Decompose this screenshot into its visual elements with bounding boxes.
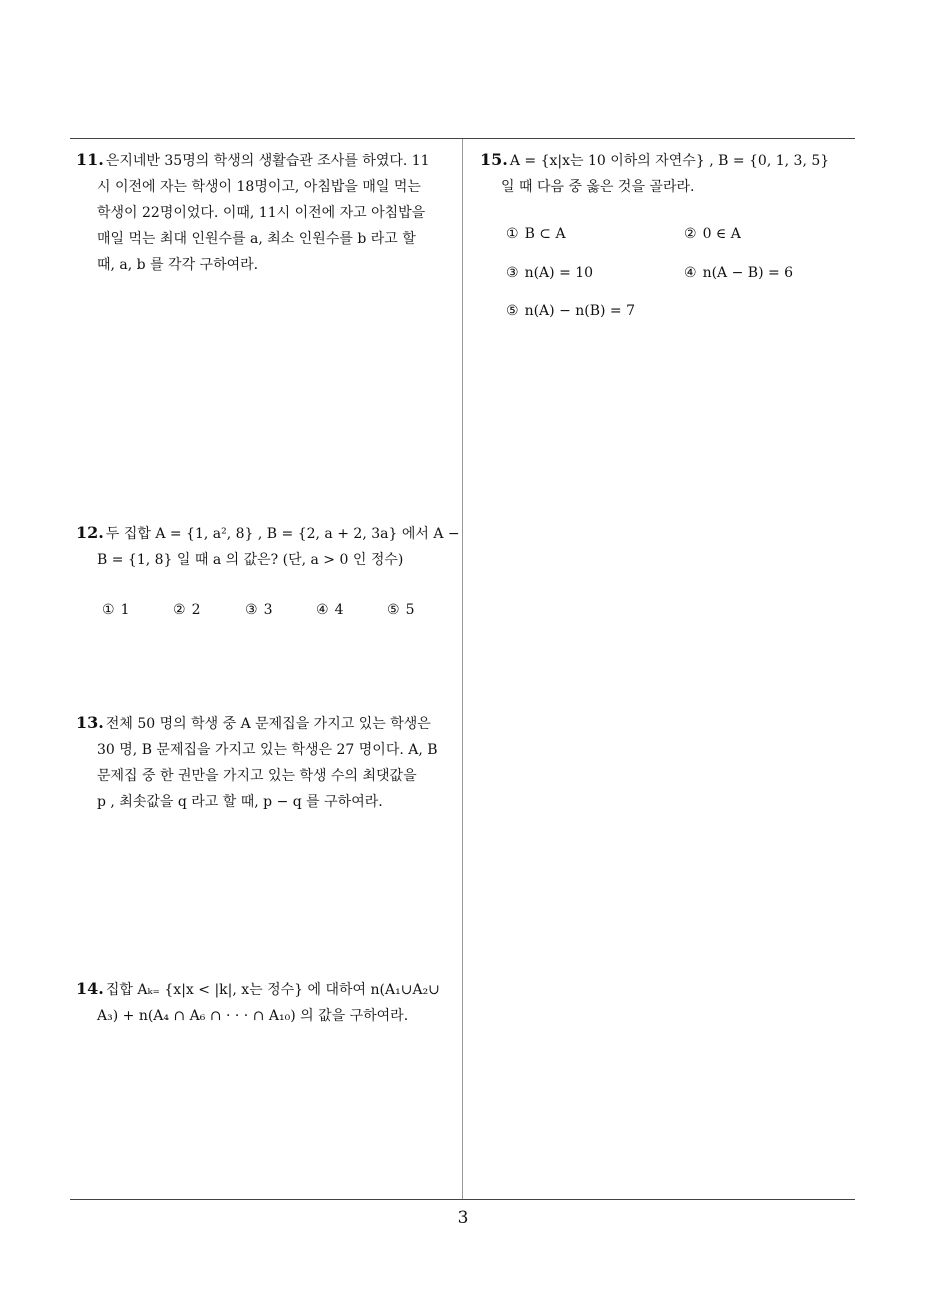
choice-text: 3 — [263, 602, 273, 618]
problem-text-line: A₃) + n(A₄ ∩ A₆ ∩ · · · ∩ A₁₀) 의 값을 구하여라. — [97, 1008, 409, 1024]
bottom-rule — [70, 1199, 855, 1200]
problem-12 — [76, 520, 460, 573]
choice-mark: ② — [684, 226, 697, 242]
choice-mark: ① — [506, 226, 519, 242]
choice-mark: ③ — [245, 602, 258, 618]
column-divider — [462, 139, 463, 1200]
problem-text-line: 때, a, b 를 각각 구하여라. — [97, 257, 259, 273]
choice-3[interactable] — [506, 265, 593, 281]
choice-1[interactable] — [102, 602, 129, 618]
problem-text-line: 일 때 다음 중 옳은 것을 골라라. — [501, 179, 695, 195]
choice-text: n(A) = 10 — [524, 265, 594, 281]
page-number: 3 — [457, 1208, 469, 1228]
choice-2[interactable] — [173, 602, 200, 618]
problem-14 — [76, 976, 456, 1029]
choice-mark: ② — [173, 602, 186, 618]
problem-number: 14. — [76, 979, 104, 998]
choice-1[interactable] — [506, 226, 566, 242]
choice-mark: ⑤ — [506, 303, 519, 319]
choice-text: 1 — [120, 602, 130, 618]
choice-4[interactable] — [684, 265, 793, 281]
choice-mark: ④ — [684, 265, 697, 281]
problem-number: 11. — [76, 150, 104, 169]
choice-text: 5 — [405, 602, 415, 618]
choice-mark: ① — [102, 602, 115, 618]
choice-text: 4 — [334, 602, 344, 618]
problem-number: 13. — [76, 713, 104, 732]
choice-text: n(A) − n(B) = 7 — [524, 303, 636, 319]
choice-mark: ④ — [316, 602, 329, 618]
choice-5[interactable] — [387, 602, 414, 618]
problem-text-line: 매일 먹는 최대 인원수를 a, 최소 인원수를 b 라고 할 — [97, 231, 416, 247]
problem-text-line: 학생이 22명이었다. 이때, 11시 이전에 자고 아침밥을 — [97, 205, 426, 221]
choice-3[interactable] — [245, 602, 272, 618]
problem-13 — [76, 710, 456, 815]
problem-text-line: 전체 50 명의 학생 중 A 문제집을 가지고 있는 학생은 — [105, 716, 431, 732]
problem-text-line: 시 이전에 자는 학생이 18명이고, 아침밥을 매일 먹는 — [97, 179, 421, 195]
choice-mark: ⑤ — [387, 602, 400, 618]
problem-text-line: 두 집합 A = {1, a², 8} , B = {2, a + 2, 3a} 에서 A − — [105, 526, 460, 542]
problem-text-line: p , 최솟값을 q 라고 할 때, p − q 를 구하여라. — [97, 794, 383, 810]
problem-number: 12. — [76, 523, 104, 542]
problem-11 — [76, 147, 456, 278]
choice-text: n(A − B) = 6 — [702, 265, 794, 281]
problem-number: 15. — [480, 150, 508, 169]
choice-text: 0 ∈ A — [702, 226, 741, 242]
problem-text-line: 은지네반 35명의 학생의 생활습관 조사를 하였다. 11 — [105, 153, 430, 169]
problem-15 — [480, 147, 856, 200]
problem-text-line: 문제집 중 한 권만을 가지고 있는 학생 수의 최댓값을 — [97, 768, 417, 784]
choice-2[interactable] — [684, 226, 741, 242]
choice-text: B ⊂ A — [524, 226, 566, 242]
choice-mark: ③ — [506, 265, 519, 281]
problem-text-line: A = {x|x는 10 이하의 자연수} , B = {0, 1, 3, 5} — [509, 153, 830, 169]
problem-text-line: 30 명, B 문제집을 가지고 있는 학생은 27 명이다. A, B — [97, 742, 438, 758]
choice-text: 2 — [191, 602, 201, 618]
choice-4[interactable] — [316, 602, 343, 618]
problem-text-line: 집합 Aₖ₌ {x|x < |k|, x는 정수} 에 대하여 n(A₁∪A₂∪ — [105, 982, 440, 998]
choice-5[interactable] — [506, 303, 635, 319]
problem-text-line: B = {1, 8} 일 때 a 의 값은? (단, a > 0 인 정수) — [97, 552, 404, 568]
